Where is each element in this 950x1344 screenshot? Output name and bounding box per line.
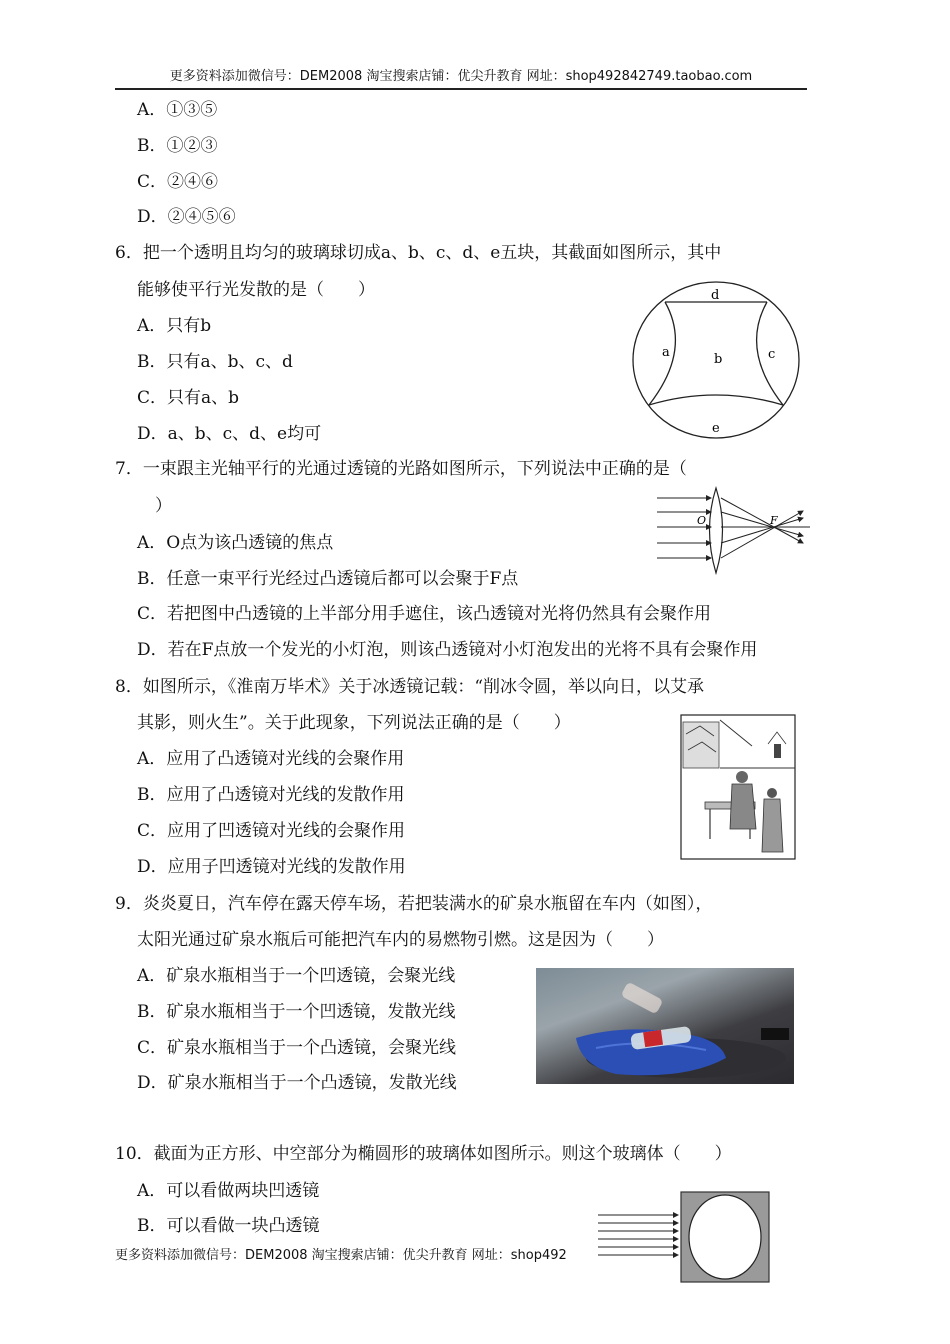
q6-option-d: D．a、b、c、d、e均可 [137, 424, 322, 444]
glass-sphere-figure [630, 280, 805, 445]
q7-option-c: C．若把图中凸透镜的上半部分用手遮住，该凸透镜对光将仍然具有会聚作用 [137, 604, 712, 624]
label-e: e [712, 421, 720, 436]
q7-stem-line2: ） [155, 496, 172, 516]
label-d: d [711, 288, 720, 303]
label-f: F [770, 514, 778, 527]
q10-stem-line1: 10．截面为正方形、中空部分为椭圆形的玻璃体如图所示。则这个玻璃体（ ） [115, 1144, 732, 1164]
q7-stem-line1: 7．一束跟主光轴平行的光通过透镜的光路如图所示，下列说法中正确的是（ [115, 459, 687, 479]
page-footer: 更多资料添加微信号：DEM2008 淘宝搜索店铺：优尖升教育 网址：shop492 [115, 1248, 567, 1263]
q9-option-d: D．矿泉水瓶相当于一个凸透镜，发散光线 [137, 1073, 457, 1093]
label-b: b [714, 352, 723, 367]
q9-option-c: C．矿泉水瓶相当于一个凸透镜，会聚光线 [137, 1038, 457, 1058]
q7-option-b: B．任意一束平行光经过凸透镜后都可以会聚于F点 [137, 569, 519, 589]
page-header: 更多资料添加微信号：DEM2008 淘宝搜索店铺：优尖升教育 网址：shop492842749.taobao.com [115, 66, 807, 90]
q7-option-a: A．O点为该凸透镜的焦点 [137, 533, 334, 553]
q8-option-d: D．应用子凹透镜对光线的发散作用 [137, 857, 406, 877]
hollow-glass-figure [596, 1190, 776, 1284]
q9-option-b: B．矿泉水瓶相当于一个凹透镜，发散光线 [137, 1002, 456, 1022]
q9-option-a: A．矿泉水瓶相当于一个凹透镜，会聚光线 [137, 966, 456, 986]
convex-lens-figure [655, 483, 815, 578]
q6-option-c: C．只有a、b [137, 388, 240, 408]
label-c: c [768, 347, 776, 362]
label-a: a [662, 345, 670, 360]
q8-option-c: C．应用了凹透镜对光线的会聚作用 [137, 821, 406, 841]
q6-option-b: B．只有a、b、c、d [137, 352, 293, 372]
q5-option-c: C．②④⑥ [137, 172, 219, 192]
q8-option-b: B．应用了凸透镜对光线的发散作用 [137, 785, 405, 805]
q9-stem-line1: 9．炎炎夏日，汽车停在露天停车场，若把装满水的矿泉水瓶留在车内（如图）， [115, 894, 713, 914]
q5-option-b: B．①②③ [137, 136, 218, 156]
q8-option-a: A．应用了凸透镜对光线的会聚作用 [137, 749, 405, 769]
q10-option-b: B．可以看做一块凸透镜 [137, 1216, 320, 1236]
label-o: O [697, 514, 707, 527]
q6-stem-line2: 能够使平行光发散的是（ ） [137, 280, 375, 300]
q8-stem-line1: 8．如图所示，《淮南万毕术》关于冰透镜记载：“削冰令圆，举以向日，以艾承 [115, 677, 705, 697]
q5-option-d: D．②④⑤⑥ [137, 207, 236, 227]
ice-lens-illustration [680, 714, 796, 860]
water-bottle-photo [536, 968, 794, 1084]
q8-stem-line2: 其影，则火生”。关于此现象，下列说法正确的是（ ） [137, 713, 571, 733]
q7-option-d: D．若在F点放一个发光的小灯泡，则该凸透镜对小灯泡发出的光将不具有会聚作用 [137, 640, 758, 660]
q6-option-a: A．只有b [137, 316, 212, 336]
q6-stem-line1: 6．把一个透明且均匀的玻璃球切成a、b、c、d、e五块，其截面如图所示，其中 [115, 243, 722, 263]
q5-option-a: A．①③⑤ [137, 100, 218, 120]
q10-option-a: A．可以看做两块凹透镜 [137, 1181, 320, 1201]
q9-stem-line2: 太阳光通过矿泉水瓶后可能把汽车内的易燃物引燃。这是因为（ ） [137, 930, 664, 950]
